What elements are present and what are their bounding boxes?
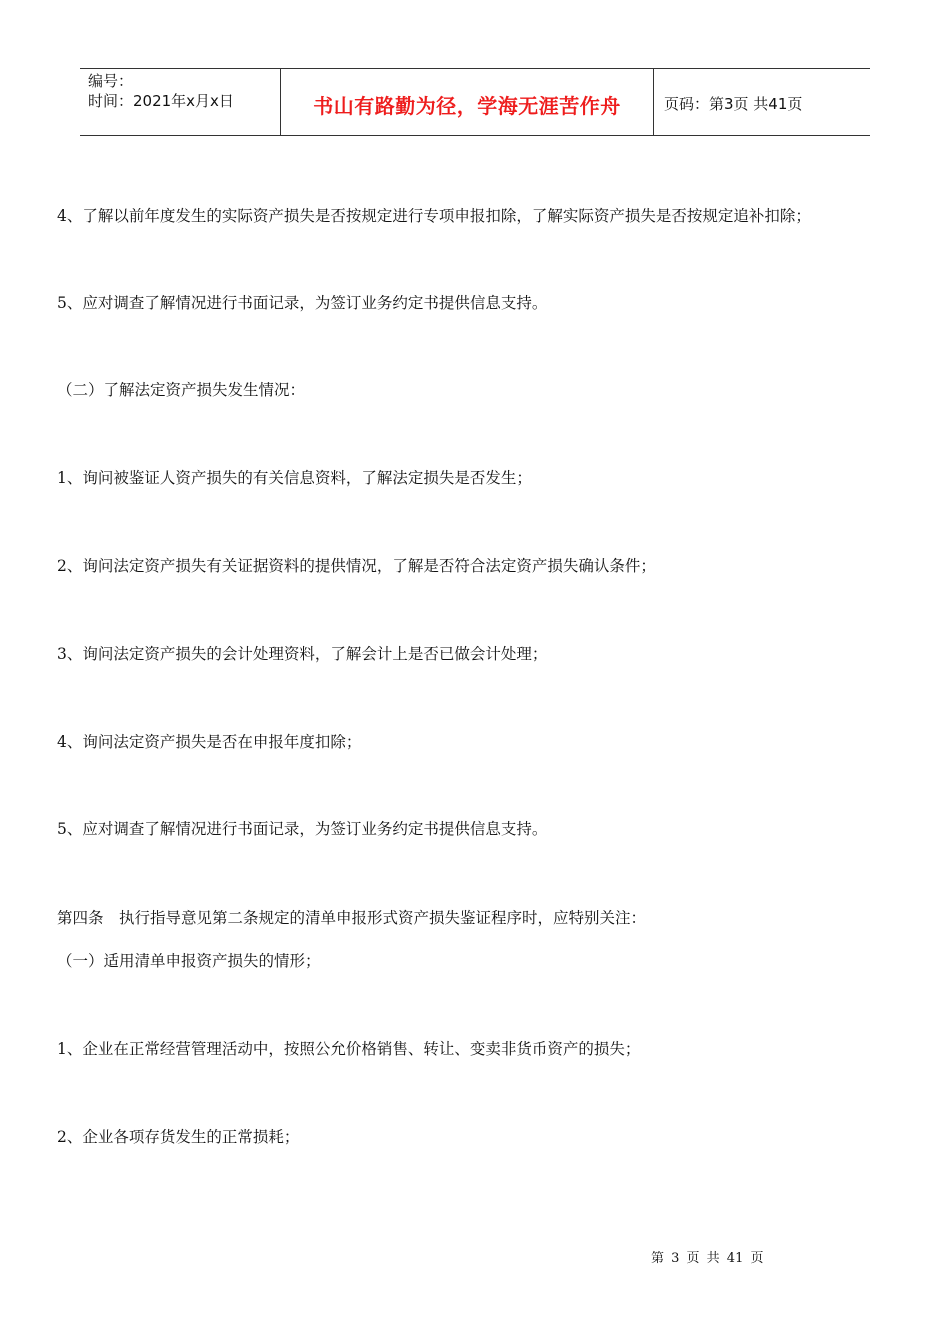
paragraph: 4、了解以前年度发生的实际资产损失是否按规定进行专项申报扣除，了解实际资产损失是否按规定追补扣除； — [57, 207, 811, 225]
document-number: 编号： — [88, 72, 134, 90]
paragraph: 2、企业各项存货发生的正常损耗； — [57, 1128, 300, 1146]
article-heading: 第四条 执行指导意见第二条规定的清单申报形式资产损失鉴证程序时，应特别关注： — [57, 909, 647, 927]
page-header — [80, 68, 870, 136]
paragraph: 1、询问被鉴证人资产损失的有关信息资料，了解法定损失是否发生； — [57, 469, 532, 487]
section-heading: （一）适用清单申报资产损失的情形； — [57, 952, 321, 970]
header-meta — [80, 69, 281, 135]
paragraph: 4、询问法定资产损失是否在申报年度扣除； — [57, 733, 362, 751]
document-date: 时间：2021年x月x日 — [88, 92, 234, 110]
header-page-info: 页码：第3页 共41页 — [664, 94, 803, 113]
paragraph: 2、询问法定资产损失有关证据资料的提供情况，了解是否符合法定资产损失确认条件； — [57, 557, 656, 575]
paragraph: 5、应对调查了解情况进行书面记录，为签订业务约定书提供信息支持。 — [57, 294, 548, 312]
header-motto-cell — [281, 69, 654, 135]
section-heading: （二）了解法定资产损失发生情况： — [57, 381, 306, 399]
header-motto: 书山有路勤为径，学海无涯苦作舟 — [313, 93, 621, 118]
paragraph: 3、询问法定资产损失的会计处理资料，了解会计上是否已做会计处理； — [57, 645, 548, 663]
paragraph: 5、应对调查了解情况进行书面记录，为签订业务约定书提供信息支持。 — [57, 820, 548, 838]
page-footer: 第 3 页 共 41 页 — [651, 1251, 764, 1266]
paragraph: 1、企业在正常经营管理活动中，按照公允价格销售、转让、变卖非货币资产的损失； — [57, 1040, 641, 1058]
